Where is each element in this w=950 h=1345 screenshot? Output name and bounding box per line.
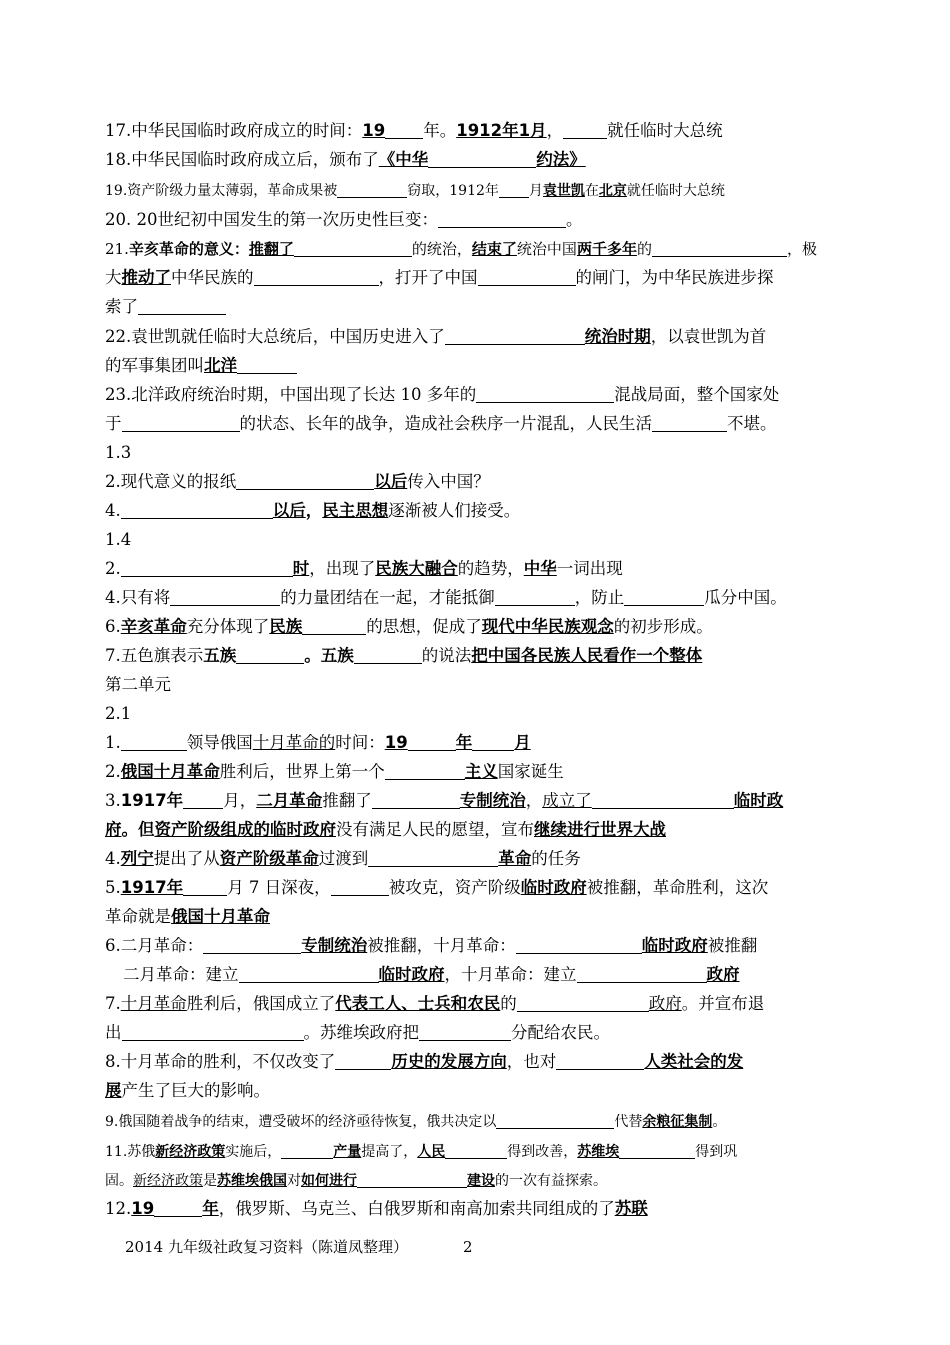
footer-title: 2014 九年级社政复习资料（陈道凤整理）: [125, 1238, 408, 1256]
blank: [476, 386, 614, 403]
blank: [445, 1142, 507, 1159]
line-22-cont: 的军事集团叫北洋: [105, 355, 850, 377]
line-2-1-5-cont: 革命就是俄国十月革命: [105, 907, 270, 926]
line-22: 22.袁世凯就任临时大总统后，中国历史进入了 统治时期，以袁世凯为首: [105, 327, 767, 346]
blank: [281, 1142, 333, 1159]
blank: [354, 647, 422, 664]
line-18: 18.中华民国临时政府成立后，颁布了《中华 约法》: [105, 150, 586, 169]
blank: [592, 792, 734, 809]
line-21-cont: 大推动了中华民族的 ，打开了中国 的闸门，为中华民族进步探: [105, 268, 774, 287]
blank: [408, 734, 456, 751]
blank: [516, 937, 642, 954]
blank: [428, 151, 536, 168]
line-23: 23.北洋政府统治时期，中国出现了长达 10 多年的 混战局面，整个国家处: [105, 385, 780, 404]
line-2-1-9: 9.俄国随着战争的结束，遭受破坏的经济亟待恢复，俄共决定以 代替余粮征集制。: [105, 1114, 727, 1130]
line-2-1-3: 3.1917年 月，二月革命推翻了 专制统治，成立了 临时政: [105, 791, 784, 810]
blank: [556, 1053, 644, 1070]
line-2-1-8-cont: 展产生了巨大的影响。: [105, 1081, 270, 1100]
blank: [122, 415, 240, 432]
blank: [368, 850, 498, 867]
blank: [138, 298, 226, 315]
blank: [372, 792, 460, 809]
line-2-1-7: 7.十月革命胜利后，俄国成立了代表工人、士兵和农民的 政府。并宣布退: [105, 994, 765, 1013]
line-21-cont2: 索了: [105, 296, 850, 318]
blank: [302, 618, 366, 635]
blank: [237, 357, 297, 374]
blank: [478, 269, 576, 286]
line-1-4-2: 2. 时，出现了民族大融合的趋势，中华一词出现: [105, 559, 623, 578]
blank: [619, 1142, 695, 1159]
blank: [419, 1024, 511, 1041]
line-2-1-8: 8.十月革命的胜利，不仅改变了 历史的发展方向，也对 人类社会的发: [105, 1052, 744, 1071]
blank: [445, 328, 585, 345]
line-20: 20. 20世纪初中国发生的第一次历史性巨变： 。: [105, 210, 583, 229]
blank: [203, 937, 301, 954]
blank: [183, 879, 227, 896]
line-2-1-7-cont: 出 。苏维埃政府把 分配给农民。: [105, 1023, 610, 1042]
line-1-4-6: 6.辛亥革命充分体现了民族 的思想，促成了现代中华民族观念的初步形成。: [105, 617, 713, 636]
blank: [236, 473, 374, 490]
line-2-1-11-cont: 固。新经济政策是苏维埃俄国对如何进行 建设的一次有益探索。: [105, 1173, 607, 1189]
blank: [183, 792, 223, 809]
line-21: 21.辛亥革命的意义：推翻了 的统治，结束了统治中国两千多年的 ，极: [105, 240, 817, 258]
section-1-4: 1.4: [105, 530, 132, 549]
blank: [499, 181, 529, 198]
blank: [122, 1024, 304, 1041]
line-2-1-6: 6.二月革命： 专制统治被推翻，十月革命： 临时政府被推翻: [105, 936, 758, 955]
line-1-4-4: 4.只有将 的力量团结在一起，才能抵御 ，防止 瓜分中国。: [105, 588, 787, 607]
blank: [331, 879, 389, 896]
line-2-1-11: 11.苏俄新经济政策实施后， 产量提高了，人民 得到改善，苏维埃 得到巩: [105, 1144, 738, 1160]
line-2-1-3-cont: 府。但资产阶级组成的临时政府没有满足人民的愿望，宣布继续进行世界大战: [105, 820, 666, 839]
blank: [170, 589, 280, 606]
blank: [335, 1053, 391, 1070]
blank: [121, 560, 293, 577]
blank: [254, 269, 379, 286]
blank: [495, 589, 575, 606]
line-2-1-1: 1. 领导俄国十月革命的时间：19 年 月: [105, 733, 531, 752]
page-footer: [125, 1236, 473, 1257]
blank: [121, 734, 187, 751]
blank: [438, 211, 566, 228]
blank: [496, 1112, 614, 1129]
blank: [385, 763, 465, 780]
blank: [239, 966, 379, 983]
blank: [337, 181, 407, 198]
line-1-3-2: 2.现代意义的报纸 以后传入中国？: [105, 472, 490, 491]
blank: [652, 240, 787, 257]
section-1-3: 1.3: [105, 443, 132, 462]
line-2-1-6-cont: 二月革命：建立 临时政府，十月革命：建立 政府: [123, 965, 740, 984]
line-1-3-4: 4. 以后，民主思想逐渐被人们接受。: [105, 501, 521, 520]
line-2-1-12: 12.19 年，俄罗斯、乌克兰、白俄罗斯和南高加索共同组成的了苏联: [105, 1199, 648, 1218]
line-19: 19.资产阶级力量太薄弱，革命成果被 窃取，1912年 月袁世凯在北京就任临时大总统: [105, 183, 725, 199]
line-17: 17.中华民国临时政府成立的时间：19 年。1912年1月， 就任临时大总统: [105, 121, 723, 140]
blank: [357, 1171, 467, 1188]
blank: [652, 415, 727, 432]
blank: [294, 240, 412, 257]
blank: [577, 966, 707, 983]
blank: [121, 502, 273, 519]
line-1-4-7: 7.五色旗表示五族 。五族 的说法把中国各民族人民看作一个整体: [105, 646, 703, 665]
line-2-1-2: 2.俄国十月革命胜利后，世界上第一个 主义国家诞生: [105, 762, 564, 781]
blank: [154, 1200, 202, 1217]
line-23-cont: 于 的状态、长年的战争，造成社会秩序一片混乱，人民生活 不堪。: [105, 414, 777, 433]
section-2-1: 2.1: [105, 704, 132, 723]
blank: [624, 589, 704, 606]
unit-title: 第二单元: [105, 675, 171, 694]
blank: [563, 122, 607, 139]
line-2-1-4: 4.列宁提出了从资产阶级革命过渡到 革命的任务: [105, 849, 581, 868]
line-2-1-5: 5.1917年 月 7 日深夜， 被攻克，资产阶级临时政府被推翻，革命胜利，这次: [105, 878, 769, 897]
page-number: 2: [462, 1238, 473, 1256]
blank: [385, 122, 423, 139]
blank: [472, 734, 514, 751]
blank: [236, 647, 304, 664]
blank: [517, 995, 649, 1012]
